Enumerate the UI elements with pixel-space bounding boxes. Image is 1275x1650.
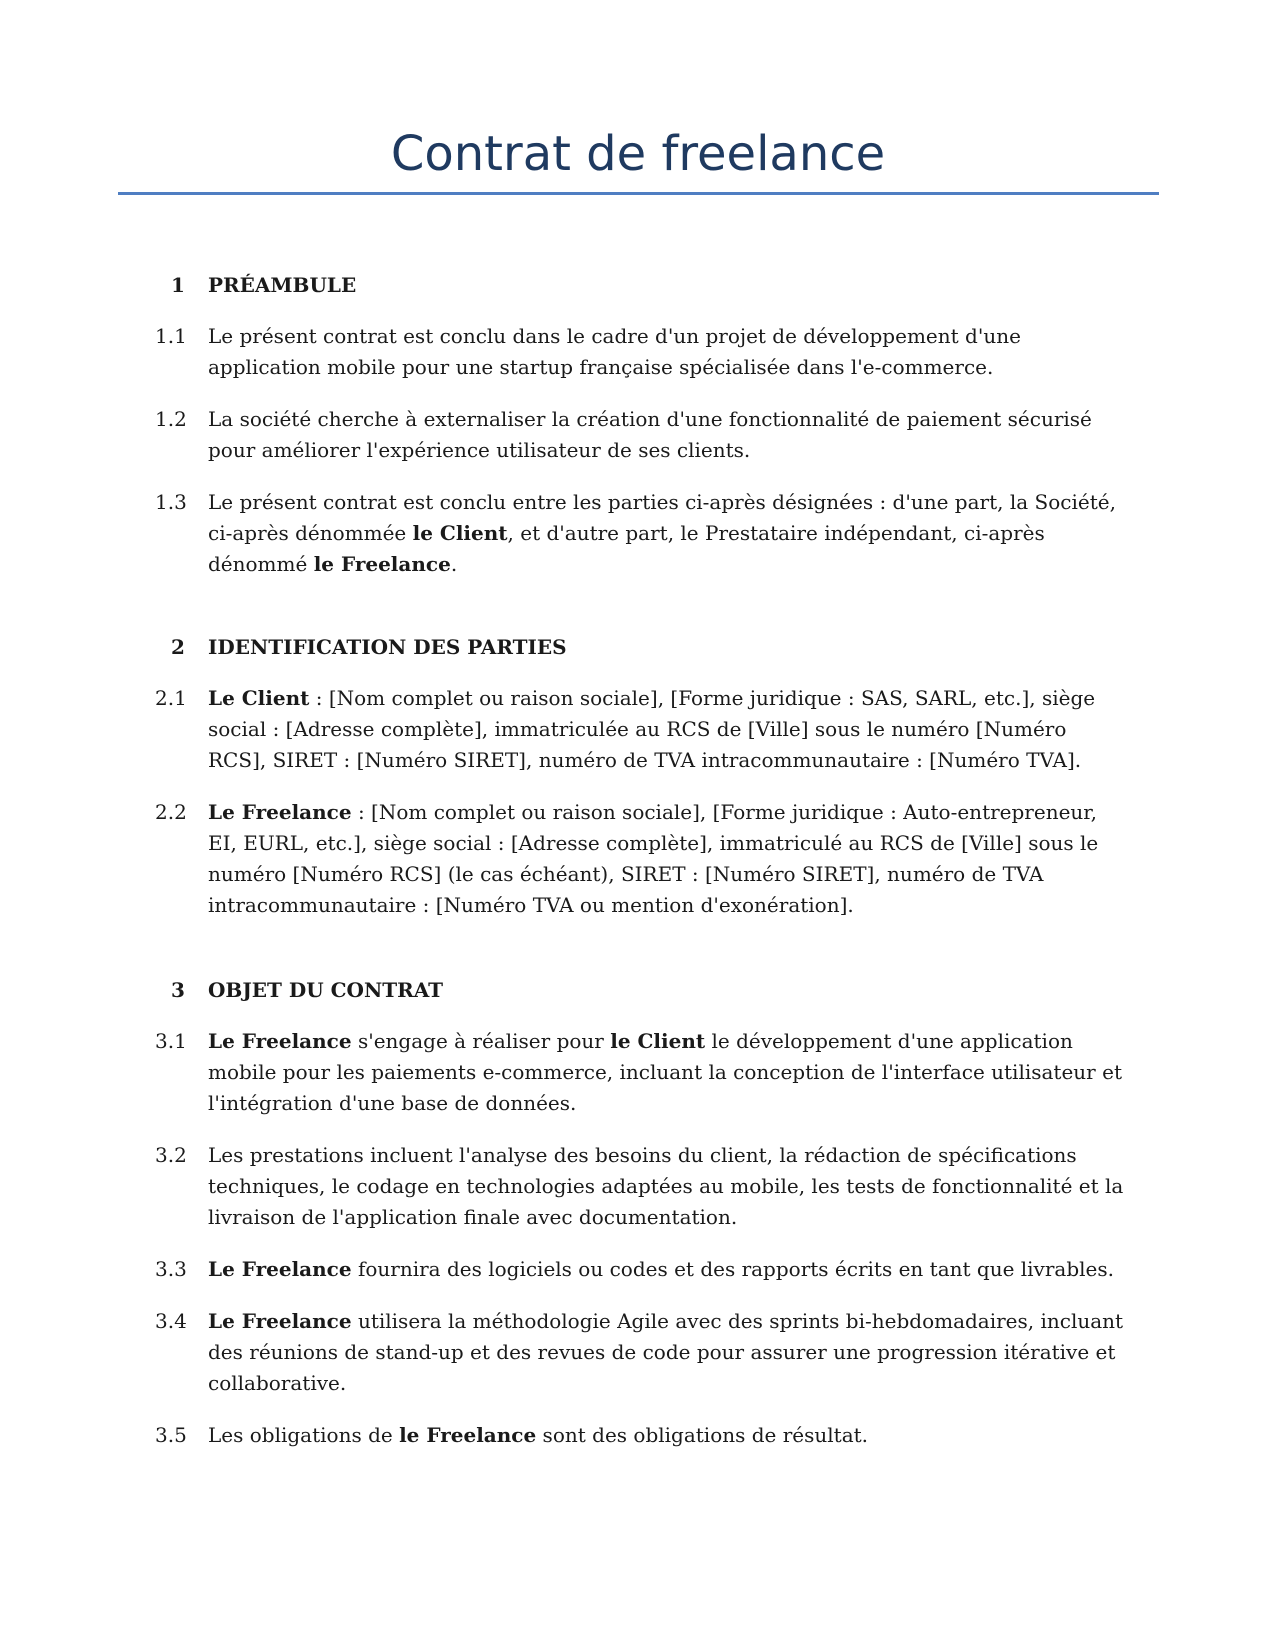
clause-number: 2.2 [155, 800, 187, 824]
party-name: Le Freelance [208, 800, 352, 824]
party-name: le Freelance [313, 552, 451, 576]
clause-text-fragment: La société cherche à externaliser la création d'une fonctionnalité de paiement sécurisé pour améliorer l'expérience utilisateur de ses clients. [208, 407, 1092, 462]
clause-text [208, 1140, 1128, 1233]
clause [0, 487, 1275, 580]
section-title: PRÉAMBULE [208, 273, 357, 297]
section-number: 2 [171, 635, 185, 659]
clause [0, 797, 1275, 921]
clause-text-fragment: le développement d'une application mobile pour les paiements e-commerce, incluant la conception de l'interface utilisateur et l'intégration d'une base de données. [208, 1029, 1122, 1115]
section-number: 3 [171, 978, 185, 1002]
clause [0, 1140, 1275, 1233]
clause-text-fragment: Les prestations incluent l'analyse des besoins du client, la rédaction de spécifications techniques, le codage en technologies adaptées au mobile, les tests de fonctionnalité et la livraison de l'application finale avec documentation. [208, 1143, 1124, 1229]
clause-text-fragment: : [Nom complet ou raison sociale], [Forme juridique : Auto-entrepreneur, EI, EURL, etc.], siège social : [Adresse complète], immatriculé au RCS de [Ville] sous le numéro [Numéro RCS] (le cas échéant), SIRET : [Numéro SIRET], numéro de TVA intracommunautaire : [Numéro TVA ou mention d'exonération]. [208, 800, 1099, 917]
clause [0, 404, 1275, 466]
party-name: le Freelance [399, 1423, 537, 1447]
clause-text-fragment: utilisera la méthodologie Agile avec des sprints bi-hebdomadaires, incluant des réunions de stand-up et des revues de code pour assurer une progression itérative et collaborative. [208, 1309, 1124, 1395]
clause-text [208, 1026, 1128, 1119]
clause-text-fragment: fournira des logiciels ou codes et des rapports écrits en tant que livrables. [351, 1257, 1114, 1281]
clause-text [208, 797, 1128, 921]
clause-number: 3.2 [155, 1143, 187, 1167]
clause [0, 321, 1275, 383]
clause-text [208, 1420, 1128, 1451]
clause-text [208, 1254, 1128, 1285]
clause-number: 3.3 [155, 1257, 187, 1281]
party-name: le Client [610, 1029, 706, 1053]
clause-number: 3.1 [155, 1029, 187, 1053]
party-name: Le Freelance [208, 1029, 352, 1053]
clause-text-fragment: , et d'autre part, le Prestataire indépendant, ci-après dénommé [208, 521, 1045, 576]
clause [0, 1306, 1275, 1399]
clause [0, 1420, 1275, 1451]
section-title: IDENTIFICATION DES PARTIES [208, 635, 567, 659]
party-name: Le Client [208, 686, 310, 710]
clause [0, 683, 1275, 776]
clause-text [208, 1306, 1128, 1399]
clause-text [208, 321, 1128, 383]
clause [0, 1254, 1275, 1285]
clause-number: 1.1 [155, 324, 187, 348]
document-title: Contrat de freelance [390, 126, 886, 182]
section [0, 270, 1275, 580]
party-name: Le Freelance [208, 1257, 352, 1281]
clause-text [208, 683, 1128, 776]
clause-text-fragment: Le présent contrat est conclu entre les parties ci-après désignées : d'une part, la Société, ci-après dénommée [208, 490, 1116, 545]
clause-text [208, 487, 1128, 580]
party-name: Le Freelance [208, 1309, 352, 1333]
clause-text-fragment: . [450, 552, 458, 576]
party-name: le Client [412, 521, 508, 545]
section [0, 632, 1275, 921]
clause-number: 3.5 [155, 1423, 187, 1447]
section-number: 1 [171, 273, 185, 297]
clause-text-fragment: Le présent contrat est conclu dans le cadre d'un projet de développement d'une application mobile pour une startup française spécialisée dans l'e-commerce. [208, 324, 1021, 379]
clause-number: 2.1 [155, 686, 187, 710]
section-title: OBJET DU CONTRAT [208, 978, 444, 1002]
clause-number: 1.2 [155, 407, 187, 431]
section-heading [0, 270, 1275, 300]
clause-number: 3.4 [155, 1309, 187, 1333]
clause-text-fragment: : [Nom complet ou raison sociale], [Forme juridique : SAS, SARL, etc.], siège social : [Adresse complète], immatriculée au RCS de [Ville] sous le numéro [Numéro RCS], SIRET : [Numéro SIRET], numéro de TVA intracommunautaire : [Numéro TVA]. [208, 686, 1096, 772]
section-heading [0, 632, 1275, 662]
clause-text [208, 404, 1128, 466]
clause-text-fragment: s'engage à réaliser pour [351, 1029, 611, 1053]
clause [0, 1026, 1275, 1119]
section [0, 975, 1275, 1451]
clause-text-fragment: sont des obligations de résultat. [536, 1423, 869, 1447]
section-heading [0, 975, 1275, 1005]
title-divider [118, 192, 1159, 195]
clause-text-fragment: Les obligations de [208, 1423, 400, 1447]
clause-number: 1.3 [155, 490, 187, 514]
